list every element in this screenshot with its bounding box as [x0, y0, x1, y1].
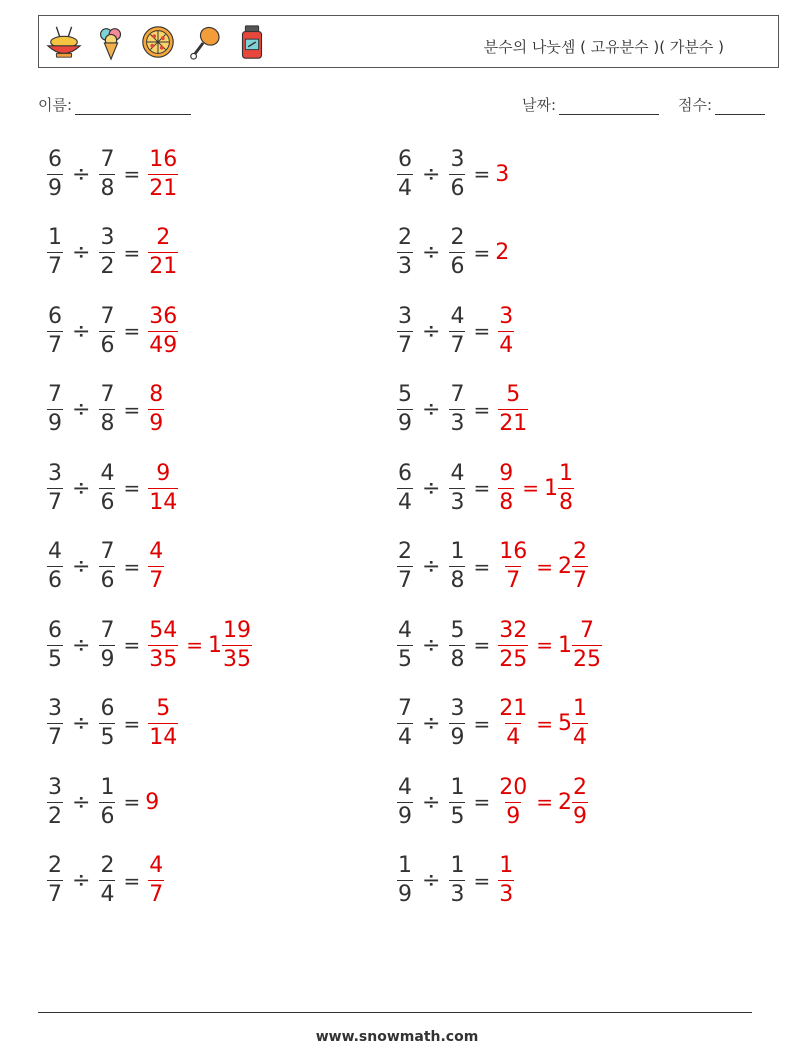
divide-sign: ÷ [422, 554, 441, 579]
answer-fraction [148, 541, 164, 592]
equals-sign: = [473, 790, 491, 814]
divisor [99, 617, 115, 672]
answer-fraction-numerator: 8 [149, 382, 164, 407]
divisor-numerator: 7 [100, 617, 115, 643]
footer-divider [38, 1012, 752, 1013]
dividend-denominator: 5 [398, 646, 412, 672]
answer-fraction-denominator: 14 [149, 489, 178, 515]
date-label: 날짜: [522, 96, 557, 114]
header-icons [45, 22, 271, 62]
answer-fraction [498, 774, 528, 829]
dividend-denominator: 2 [48, 803, 62, 829]
answer-whole: 3 [495, 161, 510, 187]
mixed-whole: 2 [557, 789, 572, 815]
problem-item [394, 694, 591, 754]
dividend-numerator: 2 [398, 225, 412, 250]
equals-sign: = [536, 554, 553, 579]
divisor-numerator: 2 [100, 853, 115, 878]
answer-fraction-denominator: 21 [149, 254, 178, 279]
answer-fraction-numerator: 21 [499, 696, 528, 721]
answer-fraction-denominator: 4 [506, 725, 521, 750]
equals-sign: = [473, 240, 491, 265]
equals-sign: = [473, 319, 491, 343]
dividend-numerator: 1 [48, 225, 62, 250]
divisor [99, 698, 115, 749]
dividend-numerator: 4 [48, 539, 62, 564]
dividend-denominator: 7 [48, 332, 62, 358]
dividend [47, 698, 63, 749]
mixed-denominator: 35 [222, 646, 251, 672]
dividend-numerator: 5 [398, 382, 412, 407]
divisor [99, 384, 115, 435]
equals-sign: = [473, 633, 491, 657]
dividend [397, 460, 413, 515]
equals-sign: = [123, 476, 141, 500]
dividend [397, 855, 413, 906]
divide-sign: ÷ [72, 711, 91, 736]
divisor-numerator: 4 [100, 460, 115, 486]
answer-fraction [498, 303, 514, 358]
mixed-numerator: 1 [572, 696, 587, 721]
answer-fraction [148, 698, 178, 749]
equals-sign: = [536, 790, 553, 814]
divisor [449, 855, 465, 906]
answer-fraction [148, 617, 178, 672]
dividend [47, 146, 63, 201]
jam-jar-icon [233, 22, 271, 62]
divisor-numerator: 6 [100, 696, 115, 721]
problem-item [394, 458, 577, 518]
equals-sign: = [536, 711, 553, 736]
score-field [678, 94, 765, 115]
answer-fraction [498, 617, 528, 672]
equals-sign: = [123, 790, 141, 814]
divide-sign: ÷ [72, 789, 91, 815]
answer-fraction-numerator: 54 [149, 617, 178, 643]
dividend-denominator: 9 [398, 411, 412, 436]
problem-item [394, 223, 509, 283]
divide-sign: ÷ [72, 240, 91, 265]
dividend-numerator: 2 [398, 539, 412, 564]
divisor-denominator: 8 [450, 568, 465, 593]
page-title: 분수의 나눗셈 ( 고유분수 )( 가분수 ) [483, 38, 724, 56]
answer-fraction-numerator: 16 [499, 539, 528, 564]
mixed-whole: 1 [557, 632, 572, 658]
divisor-numerator: 7 [100, 146, 115, 172]
pizza-icon [139, 22, 177, 62]
dividend-numerator: 2 [48, 853, 62, 878]
mixed-numerator: 19 [222, 617, 251, 643]
answer-fraction-denominator: 7 [506, 568, 521, 593]
problem-item [394, 380, 531, 440]
dividend-denominator: 4 [398, 489, 412, 515]
divisor-denominator: 8 [450, 646, 465, 672]
divisor-denominator: 3 [450, 489, 465, 515]
divide-sign: ÷ [72, 868, 91, 893]
divisor-denominator: 6 [100, 332, 115, 358]
dividend-denominator: 7 [48, 254, 62, 279]
dividend-numerator: 4 [398, 617, 412, 643]
divide-sign: ÷ [422, 632, 441, 658]
dividend-numerator: 3 [48, 696, 62, 721]
answer-fraction-denominator: 3 [499, 882, 514, 907]
divisor-numerator: 7 [100, 382, 115, 407]
dividend [397, 146, 413, 201]
dividend-denominator: 9 [48, 175, 62, 201]
divisor-denominator: 8 [100, 411, 115, 436]
score-label: 점수: [678, 96, 713, 114]
divide-sign: ÷ [422, 789, 441, 815]
problem-item [44, 223, 181, 283]
mixed-fraction [572, 541, 588, 592]
divisor [99, 541, 115, 592]
name-field [38, 94, 191, 115]
dividend [47, 303, 63, 358]
answer-fraction [148, 146, 178, 201]
divisor [449, 698, 465, 749]
answer-fraction-numerator: 5 [506, 382, 521, 407]
divisor-numerator: 3 [450, 696, 465, 721]
divisor [99, 774, 115, 829]
divide-sign: ÷ [422, 711, 441, 736]
divisor-denominator: 9 [100, 646, 115, 672]
score-blank[interactable] [715, 99, 765, 115]
divisor-numerator: 7 [450, 382, 465, 407]
divisor [99, 460, 115, 515]
mixed-numerator: 2 [572, 539, 587, 564]
problem-item [394, 301, 517, 361]
divisor-denominator: 6 [450, 254, 465, 279]
answer-fraction-denominator: 4 [499, 332, 514, 358]
answer-fraction-denominator: 35 [149, 646, 178, 672]
dividend [397, 617, 413, 672]
mixed-whole: 5 [557, 711, 572, 736]
dividend [397, 384, 413, 435]
answer-fraction-numerator: 5 [156, 696, 171, 721]
problem-item [44, 851, 167, 911]
divisor-numerator: 5 [450, 617, 465, 643]
dividend-numerator: 4 [398, 774, 412, 800]
divisor-denominator: 6 [100, 489, 115, 515]
mixed-fraction [558, 460, 574, 515]
mixed-whole: 2 [557, 554, 572, 579]
date-field [522, 94, 659, 115]
divide-sign: ÷ [422, 475, 441, 501]
problem-item [44, 694, 181, 754]
divisor-numerator: 2 [450, 225, 465, 250]
answer-fraction-numerator: 32 [499, 617, 528, 643]
divide-sign: ÷ [422, 161, 441, 187]
dividend [397, 541, 413, 592]
divisor-denominator: 5 [450, 803, 465, 829]
mixed-numerator: 1 [558, 460, 573, 486]
fruit-bowl-icon [45, 22, 83, 62]
divisor-numerator: 3 [450, 146, 465, 172]
divisor-numerator: 4 [450, 303, 465, 329]
dividend [47, 617, 63, 672]
answer-fraction-numerator: 1 [499, 853, 514, 878]
divisor-numerator: 4 [450, 460, 465, 486]
answer-fraction [498, 541, 528, 592]
footer-url: www.snowmath.com [315, 1029, 479, 1045]
problem-item [394, 851, 517, 911]
divisor [99, 855, 115, 906]
dividend-denominator: 7 [48, 725, 62, 750]
dividend-numerator: 1 [398, 853, 412, 878]
equals-sign: = [123, 711, 141, 736]
answer-fraction-denominator: 7 [149, 568, 164, 593]
answer-fraction-numerator: 4 [149, 853, 164, 878]
answer-fraction-denominator: 9 [506, 803, 521, 829]
dividend-denominator: 7 [398, 568, 412, 593]
divisor-numerator: 3 [100, 225, 115, 250]
divisor [99, 303, 115, 358]
dividend [397, 698, 413, 749]
answer-fraction-denominator: 8 [499, 489, 514, 515]
divisor [449, 227, 465, 278]
answer-fraction-numerator: 9 [156, 460, 171, 486]
equals-sign: = [123, 633, 141, 657]
dividend [47, 541, 63, 592]
mixed-denominator: 25 [572, 646, 601, 672]
divisor-denominator: 3 [450, 411, 465, 436]
divisor-numerator: 1 [450, 539, 465, 564]
problem-item [44, 301, 181, 361]
divisor-denominator: 6 [100, 803, 115, 829]
divide-sign: ÷ [72, 632, 91, 658]
answer-fraction-denominator: 7 [149, 882, 164, 907]
divide-sign: ÷ [72, 475, 91, 501]
problem-item [44, 380, 167, 440]
dividend-numerator: 3 [48, 774, 62, 800]
mixed-fraction [572, 617, 602, 672]
divisor-denominator: 4 [100, 882, 115, 907]
answer-whole: 9 [145, 789, 160, 815]
divisor-denominator: 7 [450, 332, 465, 358]
divide-sign: ÷ [72, 397, 91, 422]
equals-sign: = [186, 633, 203, 657]
divisor-denominator: 5 [100, 725, 115, 750]
answer-fraction-numerator: 9 [499, 460, 514, 486]
answer-fraction-denominator: 14 [149, 725, 178, 750]
answer-fraction-numerator: 16 [149, 146, 178, 172]
problem-item [44, 458, 181, 518]
divisor [449, 617, 465, 672]
divisor-denominator: 3 [450, 882, 465, 907]
date-blank[interactable] [559, 99, 659, 115]
answer-fraction [498, 855, 514, 906]
name-blank[interactable] [75, 99, 191, 115]
dividend-numerator: 6 [48, 146, 62, 172]
divisor [449, 384, 465, 435]
answer-fraction [498, 698, 528, 749]
dividend-numerator: 3 [398, 303, 412, 329]
problem-item [44, 615, 255, 675]
dividend [47, 855, 63, 906]
dividend [397, 303, 413, 358]
divisor-denominator: 2 [100, 254, 115, 279]
dividend-denominator: 9 [48, 411, 62, 436]
answer-fraction-numerator: 36 [149, 303, 178, 329]
equals-sign: = [536, 633, 553, 657]
dividend-denominator: 4 [398, 725, 412, 750]
mixed-whole: 1 [543, 475, 558, 501]
name-label: 이름: [38, 96, 73, 114]
answer-fraction-denominator: 25 [499, 646, 528, 672]
dividend-numerator: 6 [398, 146, 412, 172]
equals-sign: = [123, 868, 141, 893]
answer-fraction-numerator: 4 [149, 539, 164, 564]
header-box [38, 15, 779, 68]
divide-sign: ÷ [422, 318, 441, 344]
divisor [99, 146, 115, 201]
answer-fraction-denominator: 21 [499, 411, 528, 436]
dividend-denominator: 7 [48, 489, 62, 515]
dividend-numerator: 7 [398, 696, 412, 721]
problem-item [44, 144, 181, 204]
dividend-denominator: 9 [398, 882, 412, 907]
equals-sign: = [473, 162, 491, 186]
divisor-denominator: 8 [100, 175, 115, 201]
divisor [449, 146, 465, 201]
problem-item [44, 772, 159, 832]
equals-sign: = [123, 554, 141, 579]
divisor [449, 774, 465, 829]
equals-sign: = [522, 476, 539, 500]
dividend-denominator: 6 [48, 568, 62, 593]
divisor-denominator: 6 [450, 175, 465, 201]
mixed-denominator: 4 [572, 725, 587, 750]
equals-sign: = [473, 397, 491, 422]
dividend-numerator: 7 [48, 382, 62, 407]
equals-sign: = [123, 397, 141, 422]
dividend-numerator: 6 [48, 303, 62, 329]
divide-sign: ÷ [72, 554, 91, 579]
divisor-denominator: 6 [100, 568, 115, 593]
answer-fraction [148, 384, 164, 435]
answer-fraction [148, 303, 178, 358]
equals-sign: = [473, 711, 491, 736]
problem-item [394, 144, 509, 204]
divide-sign: ÷ [422, 868, 441, 893]
problem-item [44, 537, 167, 597]
mixed-denominator: 8 [558, 489, 573, 515]
divisor-numerator: 1 [450, 774, 465, 800]
divisor-numerator: 1 [450, 853, 465, 878]
dividend [397, 774, 413, 829]
dividend-numerator: 6 [398, 460, 412, 486]
problem-item [394, 537, 591, 597]
answer-fraction [148, 460, 178, 515]
divisor [449, 303, 465, 358]
answer-whole: 2 [495, 240, 510, 265]
problem-item [394, 772, 591, 832]
mixed-whole: 1 [207, 632, 222, 658]
dividend-denominator: 5 [48, 646, 62, 672]
answer-fraction-denominator: 9 [149, 411, 164, 436]
equals-sign: = [473, 868, 491, 893]
dividend-numerator: 3 [48, 460, 62, 486]
divisor-numerator: 7 [100, 539, 115, 564]
divisor-denominator: 9 [450, 725, 465, 750]
answer-fraction [148, 855, 164, 906]
answer-fraction [498, 384, 528, 435]
dividend [47, 460, 63, 515]
dividend-denominator: 4 [398, 175, 412, 201]
divide-sign: ÷ [422, 397, 441, 422]
dividend-numerator: 6 [48, 617, 62, 643]
mixed-fraction [572, 774, 588, 829]
divisor [449, 541, 465, 592]
equals-sign: = [123, 162, 141, 186]
equals-sign: = [123, 240, 141, 265]
mixed-numerator: 2 [572, 774, 587, 800]
problem-item [394, 615, 605, 675]
equals-sign: = [473, 476, 491, 500]
mixed-denominator: 7 [572, 568, 587, 593]
answer-fraction-numerator: 3 [499, 303, 514, 329]
answer-fraction-denominator: 49 [149, 332, 178, 358]
dividend [47, 774, 63, 829]
divisor-numerator: 7 [100, 303, 115, 329]
mixed-denominator: 9 [572, 803, 587, 829]
mixed-fraction [222, 617, 252, 672]
divisor-numerator: 1 [100, 774, 115, 800]
divide-sign: ÷ [422, 240, 441, 265]
divisor [449, 460, 465, 515]
equals-sign: = [473, 554, 491, 579]
chicken-leg-icon [186, 22, 224, 62]
divisor [99, 227, 115, 278]
dividend-denominator: 9 [398, 803, 412, 829]
ice-cream-icon [92, 22, 130, 62]
divide-sign: ÷ [72, 318, 91, 344]
answer-fraction-numerator: 2 [156, 225, 171, 250]
dividend-denominator: 3 [398, 254, 412, 279]
dividend [397, 227, 413, 278]
divide-sign: ÷ [72, 161, 91, 187]
mixed-fraction [572, 698, 588, 749]
equals-sign: = [123, 319, 141, 343]
answer-fraction [148, 227, 178, 278]
dividend [47, 384, 63, 435]
mixed-numerator: 7 [579, 617, 594, 643]
answer-fraction-denominator: 21 [149, 175, 178, 201]
dividend-denominator: 7 [398, 332, 412, 358]
answer-fraction [498, 460, 514, 515]
dividend-denominator: 7 [48, 882, 62, 907]
dividend [47, 227, 63, 278]
answer-fraction-numerator: 20 [499, 774, 528, 800]
